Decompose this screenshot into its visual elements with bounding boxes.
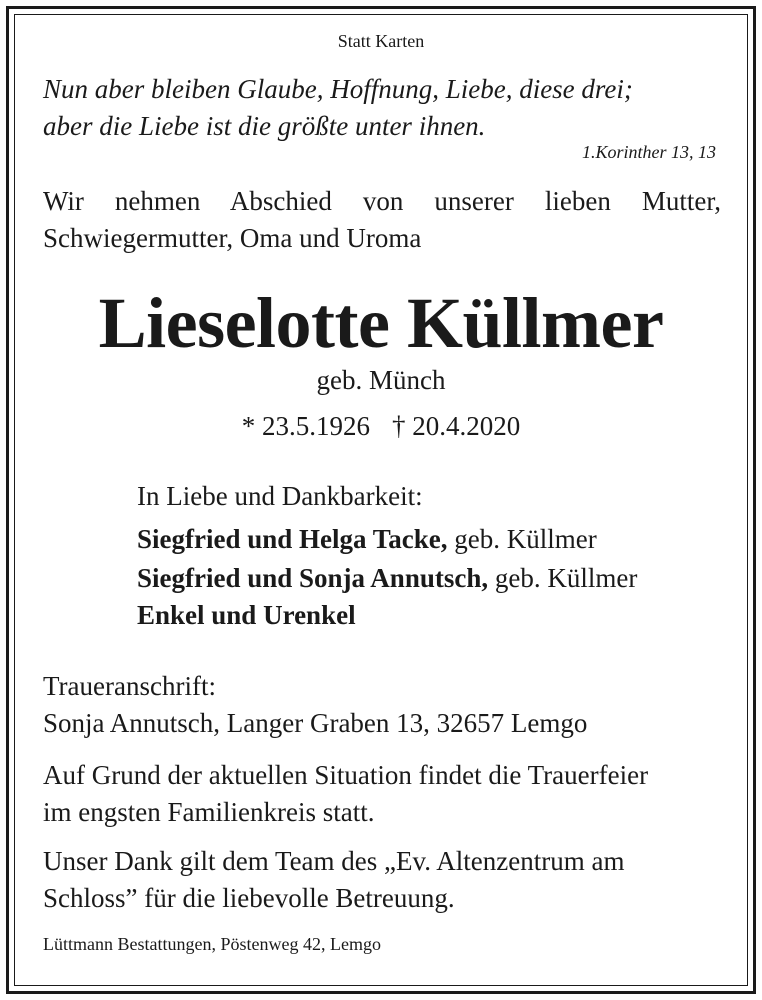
- life-dates: [0, 411, 762, 442]
- family-member: [137, 563, 637, 594]
- deceased-name: Lieselotte Küllmer: [98, 283, 664, 363]
- address-value: Sonja Annutsch, Langer Graben 13, 32657 Lemgo: [43, 708, 588, 738]
- notice-line-2: im engsten Familienkreis statt.: [43, 797, 375, 827]
- address-label: Traueranschrift:: [43, 671, 216, 701]
- thanks-line-2: Schloss” für die liebevolle Betreuung.: [43, 883, 455, 913]
- family-intro: In Liebe und Dankbarkeit:: [137, 481, 423, 511]
- bible-quote-line-1: Nun aber bleiben Glaube, Hoffnung, Liebe, diese drei;: [43, 74, 633, 104]
- family-member-suffix: geb. Küllmer: [488, 563, 638, 593]
- intro-line-1: Wir nehmen Abschied von unserer lieben Mutter,: [43, 186, 721, 216]
- family-member-name: Siegfried und Helga Tacke,: [137, 524, 448, 554]
- family-member-name: Siegfried und Sonja Annutsch,: [137, 563, 489, 593]
- family-member-name: Enkel und Urenkel: [137, 600, 356, 630]
- family-member: [137, 524, 597, 555]
- family-member: [137, 600, 356, 631]
- notice-line-1: Auf Grund der aktuellen Situation findet die Trauerfeier: [43, 760, 649, 790]
- birth-date: * 23.5.1926: [241, 411, 370, 441]
- header-statt-karten: Statt Karten: [337, 31, 425, 51]
- thanks-line-1: Unser Dank gilt dem Team des „Ev. Altenzentrum am: [43, 846, 625, 876]
- intro-line-2: Schwiegermutter, Oma und Uroma: [43, 223, 422, 253]
- bible-quote-line-2: aber die Liebe ist die größte unter ihnen.: [43, 111, 486, 141]
- bible-reference: 1.Korinther 13, 13: [581, 142, 716, 162]
- funeral-home: Lüttmann Bestattungen, Pöstenweg 42, Lemgo: [43, 934, 381, 954]
- maiden-name: geb. Münch: [316, 365, 446, 395]
- family-member-suffix: geb. Küllmer: [447, 524, 597, 554]
- death-date: † 20.4.2020: [392, 411, 521, 441]
